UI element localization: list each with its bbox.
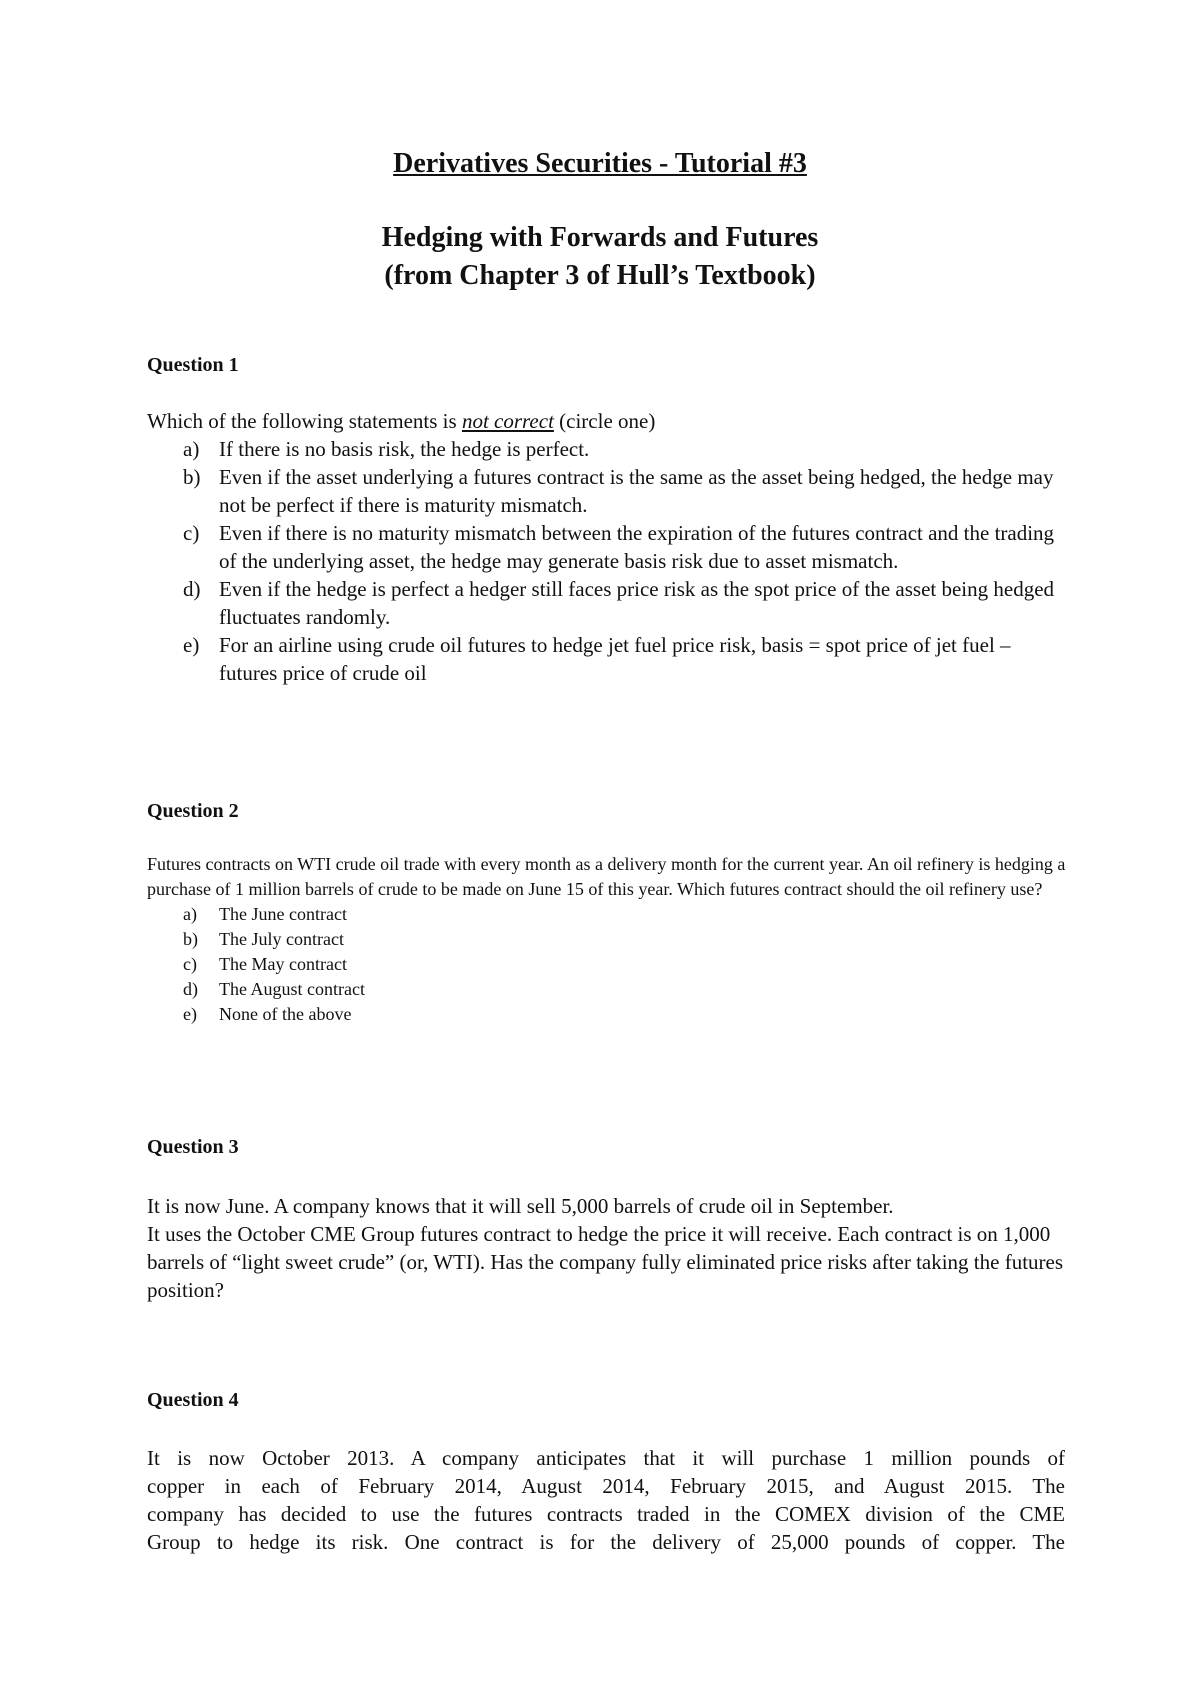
question-4-body: [147, 1444, 1065, 1556]
option-letter: a): [183, 437, 200, 461]
page-subtitle-line-2: (from Chapter 3 of Hull’s Textbook): [384, 260, 816, 291]
question-1-body: [147, 407, 1067, 687]
question-4-heading: Question 4: [147, 1389, 239, 1411]
option-letter: c): [183, 521, 200, 545]
option-text: Even if there is no maturity mismatch between the expiration of the futures contract and the trading of the underlying asset, the hedge may generate basis risk due to asset mismatch.: [219, 521, 1055, 573]
question-2-option-a[interactable]: [147, 902, 1067, 927]
question-3-body: [147, 1192, 1067, 1304]
question-1-option-b[interactable]: [147, 463, 1067, 519]
question-4-line: copper in each of February 2014, August 2014, February 2015, and August 2015. The: [147, 1474, 1065, 1498]
question-3-heading: Question 3: [147, 1136, 239, 1158]
question-1-stem-suffix: (circle one): [553, 409, 656, 433]
option-letter: c): [183, 954, 197, 974]
option-text: The July contract: [219, 929, 344, 949]
question-4-line: Group to hedge its risk. One contract is for the delivery of 25,000 pounds of copper. The: [147, 1530, 1065, 1554]
option-text: None of the above: [219, 1004, 352, 1024]
question-2-option-c[interactable]: [147, 952, 1067, 977]
option-letter: b): [183, 929, 198, 949]
option-text: The June contract: [219, 904, 347, 924]
question-1-option-a[interactable]: [147, 435, 1067, 463]
question-2-option-e[interactable]: [147, 1002, 1067, 1027]
option-letter: a): [183, 904, 197, 924]
question-1-option-d[interactable]: [147, 575, 1067, 631]
option-text: If there is no basis risk, the hedge is perfect.: [219, 437, 590, 461]
question-2-heading: Question 2: [147, 800, 239, 822]
question-3-text: It uses the October CME Group futures contract to hedge the price it will receive. Each contract is on 1,000 barrels of “light sweet crude” (or, WTI). Has the company fully eliminated price risks after taking the futures position?: [147, 1222, 1064, 1302]
question-1-option-e[interactable]: [147, 631, 1067, 687]
question-1-stem-emphasis: not correct: [461, 409, 554, 433]
question-1-stem: [147, 407, 1067, 435]
option-text: The May contract: [219, 954, 347, 974]
option-text: For an airline using crude oil futures to hedge jet fuel price risk, basis = spot price of jet fuel – futures price of crude oil: [219, 633, 1011, 685]
question-1-options: [147, 435, 1067, 687]
option-letter: b): [183, 465, 201, 489]
option-letter: e): [183, 1004, 197, 1024]
question-4-line: It is now October 2013. A company anticipates that it will purchase 1 million pounds of: [147, 1446, 1065, 1470]
question-2-body: [147, 852, 1067, 1027]
question-2-options: [147, 902, 1067, 1027]
question-2-stem: Futures contracts on WTI crude oil trade with every month as a delivery month for the current year. An oil refinery is hedging a purchase of 1 million barrels of crude to be made on June 15 of this year. Which futures contract should the oil refinery use?: [147, 854, 1066, 899]
question-2-option-d[interactable]: [147, 977, 1067, 1002]
question-4-line: company has decided to use the futures contracts traded in the COMEX division of the CME: [147, 1502, 1065, 1526]
option-letter: e): [183, 633, 200, 657]
option-letter: d): [183, 577, 201, 601]
page-title: Derivatives Securities - Tutorial #3: [393, 148, 807, 179]
question-1-option-c[interactable]: [147, 519, 1067, 575]
option-text: Even if the asset underlying a futures contract is the same as the asset being hedged, the hedge may not be perfect if there is maturity mismatch.: [219, 465, 1054, 517]
option-text: The August contract: [219, 979, 365, 999]
question-1-heading: Question 1: [147, 354, 239, 376]
option-text: Even if the hedge is perfect a hedger still faces price risk as the spot price of the asset being hedged fluctuates randomly.: [219, 577, 1055, 629]
option-letter: d): [183, 979, 198, 999]
question-3-line-1: It is now June. A company knows that it will sell 5,000 barrels of crude oil in September.: [147, 1194, 894, 1218]
page-subtitle-line-1: Hedging with Forwards and Futures: [381, 222, 819, 253]
question-1-stem-text: Which of the following statements is: [147, 409, 462, 433]
question-2-option-b[interactable]: [147, 927, 1067, 952]
